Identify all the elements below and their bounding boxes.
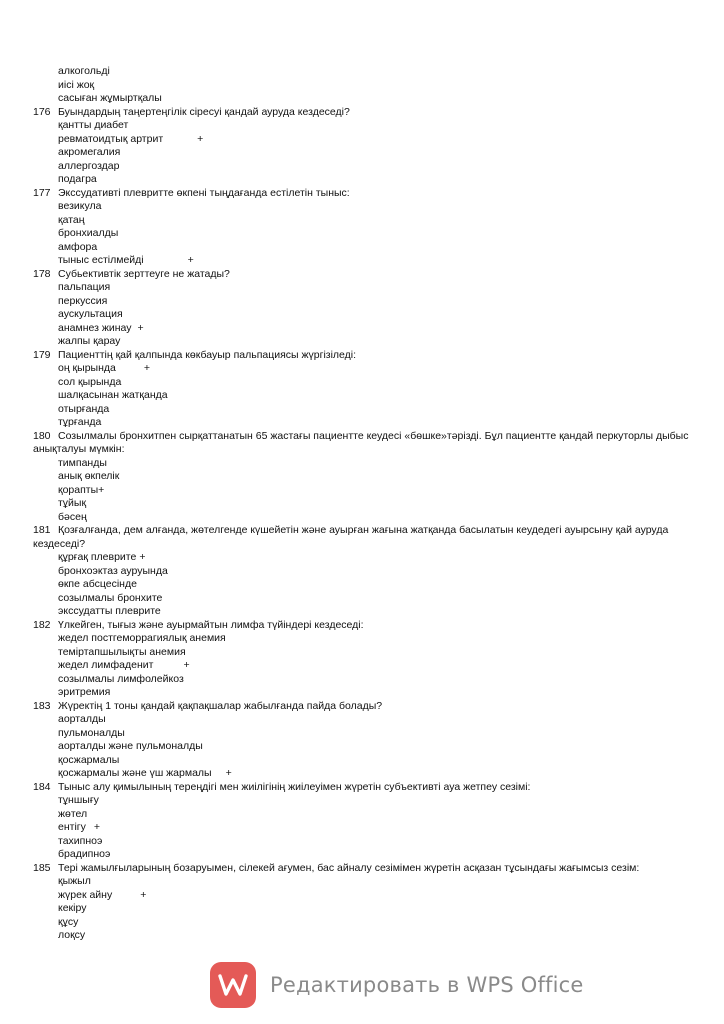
answer-option xyxy=(33,686,693,700)
answer-option xyxy=(33,403,693,417)
answer-option-text: тыныс естілмейді xyxy=(58,254,144,266)
answer-option xyxy=(33,551,693,565)
question-text: Үлкейген, тығыз және ауырмайтын лимфа түйіндері кездеседі: xyxy=(58,618,364,631)
answer-option-text: везикула xyxy=(58,200,102,212)
question-block xyxy=(33,349,693,430)
answer-option-text: пульмоналды xyxy=(58,726,125,739)
answer-option xyxy=(33,308,693,322)
answer-option-text: жүрек айну xyxy=(58,888,113,901)
answer-option xyxy=(33,632,693,646)
answer-option xyxy=(33,835,693,849)
answer-option-text: жедел постгеморрагиялық анемия xyxy=(58,632,226,644)
answer-option-text: ентігу xyxy=(58,821,86,833)
answer-option xyxy=(33,916,693,930)
correct-answer-mark: + xyxy=(197,132,204,145)
answer-option xyxy=(33,484,693,498)
answer-option xyxy=(33,214,693,228)
answer-option-text: алкогольді xyxy=(58,65,110,77)
correct-answer-mark: + xyxy=(140,888,147,901)
answer-option-text: темiртапшылықты анемия xyxy=(58,645,186,658)
question-header xyxy=(33,700,693,714)
question-number: 178 xyxy=(33,267,51,280)
answer-option xyxy=(33,497,693,511)
question-block xyxy=(33,700,693,781)
answer-option xyxy=(33,376,693,390)
question-block xyxy=(33,619,693,700)
wps-edit-banner[interactable] xyxy=(210,962,584,1008)
answer-option-text: қосжармалы және үш жармалы xyxy=(58,767,212,779)
answer-option xyxy=(33,389,693,403)
answer-option xyxy=(33,254,693,268)
answer-option xyxy=(33,457,693,471)
question-header xyxy=(33,781,693,795)
answer-option-text: кекiру xyxy=(58,902,87,914)
answer-option xyxy=(33,754,693,768)
answer-option-text: подагра xyxy=(58,173,97,185)
answer-option-text: брадипноэ xyxy=(58,848,111,860)
correct-answer-mark: + xyxy=(137,321,144,334)
question-text: Қозғалғанда, дем алғанда, жөтелгенде күшейетін және ауырған жағына жатқанда басылатын кеудедегі ауырсыну қай ауруда кездеседі? xyxy=(33,524,669,550)
question-text: Тыныс алу қимылының тереңдігі мен жиілігінің жиілеуімен жүретін субъективті ауа жетпеу сезімі: xyxy=(58,780,531,793)
answer-option xyxy=(33,821,693,835)
document-page xyxy=(33,65,693,943)
answer-option xyxy=(33,79,693,93)
answer-option-text: жалпы қарау xyxy=(58,335,121,347)
answer-option-text: акромегалия xyxy=(58,146,121,158)
question-text: Буындардың таңертеңгілік сіресуі қандай ауруда кездеседі? xyxy=(58,105,350,118)
answer-option-text: отырғанда xyxy=(58,402,110,415)
question-list xyxy=(33,106,693,943)
answer-option xyxy=(33,848,693,862)
answer-option xyxy=(33,92,693,106)
answer-option xyxy=(33,592,693,606)
correct-answer-mark: + xyxy=(98,483,105,496)
answer-option xyxy=(33,200,693,214)
answer-option-text: қосжармалы xyxy=(58,753,120,766)
question-text: Жүректің 1 тоны қандай қақпақшалар жабылғанда пайда болады? xyxy=(58,699,383,712)
wps-edit-label[interactable]: Редактировать в WPS Office xyxy=(270,973,584,997)
answer-option-text: өкпе абсцесінде xyxy=(58,578,137,590)
question-number: 183 xyxy=(33,699,51,712)
answer-option xyxy=(33,659,693,673)
question-number: 185 xyxy=(33,861,51,874)
answer-option xyxy=(33,241,693,255)
question-header xyxy=(33,524,693,551)
answer-option xyxy=(33,322,693,336)
answer-option-text: аллергоздар xyxy=(58,159,120,172)
answer-option-text: бронхиалды xyxy=(58,227,119,239)
question-number: 179 xyxy=(33,348,51,361)
question-number: 180 xyxy=(33,429,51,442)
answer-option xyxy=(33,511,693,525)
question-text: Пациенттің қай қалпында көкбауыр пальпациясы жүргізіледі: xyxy=(58,348,357,361)
answer-option-text: тимпанды xyxy=(58,456,107,469)
question-block xyxy=(33,187,693,268)
question-text: Созылмалы бронхитпен сырқаттанатын 65 жастағы пациентте кеудесі «бөшке»тәрізді. Бұл пациентте қандай перкуторлы дыбыс анықталуы мүмкін: xyxy=(33,429,689,455)
answer-option xyxy=(33,362,693,376)
answer-option xyxy=(33,173,693,187)
question-header xyxy=(33,430,693,457)
answer-option-text: созылмалы лимфолейкоз xyxy=(58,672,184,685)
question-block xyxy=(33,106,693,187)
question-block xyxy=(33,524,693,619)
leading-options xyxy=(33,65,693,106)
answer-option xyxy=(33,295,693,309)
answer-option-text: эритремия xyxy=(58,686,111,698)
answer-option-text: пальпация xyxy=(58,281,111,293)
answer-option xyxy=(33,875,693,889)
question-block xyxy=(33,781,693,862)
answer-option xyxy=(33,565,693,579)
correct-answer-mark: + xyxy=(187,254,194,266)
answer-option-text: aорталды және пульмоналды xyxy=(58,740,203,752)
answer-option-text: аускультация xyxy=(58,308,123,320)
correct-answer-mark: + xyxy=(139,551,146,563)
answer-option xyxy=(33,727,693,741)
answer-option xyxy=(33,335,693,349)
question-block xyxy=(33,862,693,943)
answer-option xyxy=(33,416,693,430)
answer-option-text: сол қырында xyxy=(58,375,122,388)
answer-option-text: құрғақ плеврите xyxy=(58,551,137,563)
answer-option-text: амфора xyxy=(58,240,98,253)
question-text: Субьективтік зерттеуге не жатады? xyxy=(58,267,230,280)
answer-option xyxy=(33,160,693,174)
correct-answer-mark: + xyxy=(225,767,232,779)
question-number: 176 xyxy=(33,105,51,118)
answer-option-text: оң қырында xyxy=(58,362,116,374)
answer-option xyxy=(33,119,693,133)
answer-option xyxy=(33,929,693,943)
answer-option-text: тұрғанда xyxy=(58,416,102,428)
answer-option xyxy=(33,578,693,592)
wps-w-icon xyxy=(218,972,248,998)
question-block xyxy=(33,268,693,349)
answer-option xyxy=(33,740,693,754)
question-header xyxy=(33,187,693,201)
answer-option-text: ревматоидтық артрит xyxy=(58,132,164,145)
answer-option xyxy=(33,281,693,295)
question-text: Тері жамылғыларының бозаруымен, сілекей ағумен, бас айналу сезімімен жүретін асқазан тұсындағы жағымсыз сезім: xyxy=(58,861,640,874)
answer-option xyxy=(33,146,693,160)
answer-option-text: шалқасынан жатқанда xyxy=(58,389,168,401)
question-text: Экссудативті плевритте өкпені тыңдағанда естілетін тыныс: xyxy=(58,186,350,199)
answer-option-text: тахипноэ xyxy=(58,834,103,847)
question-number: 181 xyxy=(33,524,51,536)
question-block xyxy=(33,430,693,525)
answer-option xyxy=(33,794,693,808)
answer-option-text: иісі жоқ xyxy=(58,78,95,91)
correct-answer-mark: + xyxy=(183,659,190,671)
answer-option xyxy=(33,65,693,79)
question-number: 182 xyxy=(33,618,51,631)
answer-option-text: бәсең xyxy=(58,510,87,523)
answer-option-text: қатаң xyxy=(58,213,85,226)
answer-option-text: aорталды xyxy=(58,713,106,725)
answer-option xyxy=(33,227,693,241)
answer-option-text: бронхоэктаз ауруында xyxy=(58,564,168,577)
answer-option-text: жедел лимфаденит xyxy=(58,659,154,671)
answer-option-text: қантты диабет xyxy=(58,119,129,131)
question-header xyxy=(33,106,693,120)
answer-option-text: қорапты xyxy=(58,483,99,496)
answer-option-text: созылмалы бронхите xyxy=(58,591,163,604)
answer-option xyxy=(33,713,693,727)
answer-option xyxy=(33,470,693,484)
answer-option xyxy=(33,902,693,916)
answer-option-text: анамнез жинау xyxy=(58,321,132,334)
answer-option-text: лоқсу xyxy=(58,929,86,941)
question-header xyxy=(33,862,693,876)
answer-option-text: экссудатты плеврите xyxy=(58,605,161,617)
question-number: 184 xyxy=(33,780,51,793)
correct-answer-mark: + xyxy=(143,362,150,374)
answer-option-text: құсу xyxy=(58,915,79,928)
question-number: 177 xyxy=(33,186,51,199)
wps-logo-icon xyxy=(210,962,256,1008)
answer-option-text: тұйық xyxy=(58,497,87,509)
answer-option xyxy=(33,646,693,660)
answer-option-text: сасыған жұмыртқалы xyxy=(58,92,162,104)
answer-option-text: перкуссия xyxy=(58,294,108,307)
question-header xyxy=(33,349,693,363)
answer-option-text: қыжыл xyxy=(58,875,91,887)
correct-answer-mark: + xyxy=(93,821,101,833)
question-header xyxy=(33,619,693,633)
question-header xyxy=(33,268,693,282)
answer-option xyxy=(33,889,693,903)
answer-option xyxy=(33,767,693,781)
answer-option xyxy=(33,808,693,822)
answer-option xyxy=(33,133,693,147)
answer-option-text: анық өкпелік xyxy=(58,470,120,482)
answer-option xyxy=(33,605,693,619)
answer-option-text: тұншығу xyxy=(58,794,99,806)
answer-option-text: жөтел xyxy=(58,807,88,820)
answer-option xyxy=(33,673,693,687)
